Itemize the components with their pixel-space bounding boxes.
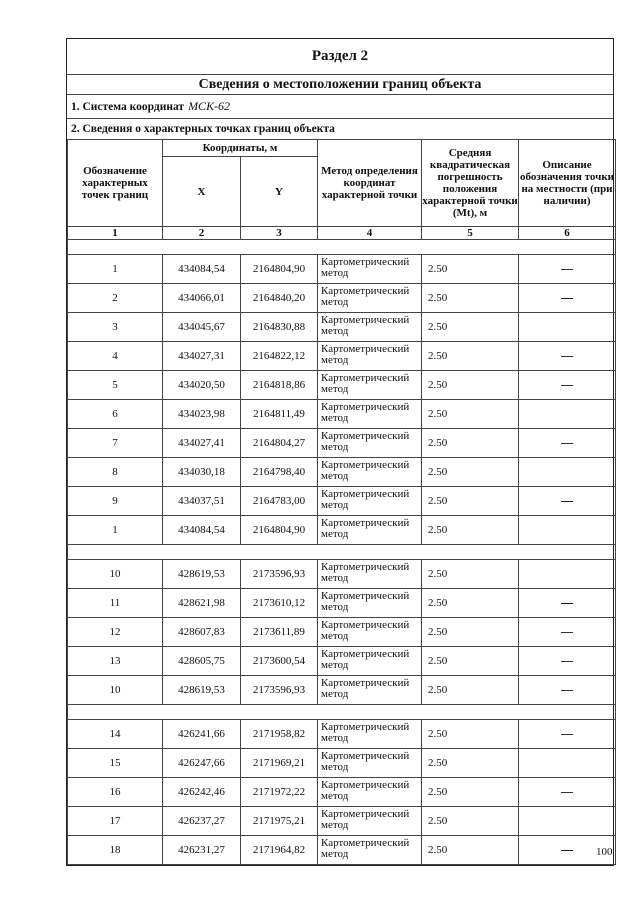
coord-x: 428607,83 — [163, 618, 241, 647]
dash-mark — [561, 443, 573, 444]
accuracy-cell: 2.50 — [422, 255, 519, 284]
dash-mark — [561, 603, 573, 604]
accuracy-cell: 2.50 — [422, 516, 519, 545]
group-separator-row — [68, 545, 616, 560]
header-method: Метод определения координат характерной точки — [318, 140, 422, 227]
coord-x: 434020,50 — [163, 371, 241, 400]
points-header: 2. Сведения о характерных точках границ объекта — [71, 123, 335, 135]
description-cell — [519, 720, 616, 749]
description-cell — [519, 516, 616, 545]
coord-y: 2171964,82 — [241, 836, 318, 865]
description-cell — [519, 676, 616, 705]
description-cell — [519, 429, 616, 458]
coord-x: 434045,67 — [163, 313, 241, 342]
method-cell: Картометрический метод — [318, 560, 422, 589]
table-row — [68, 560, 616, 589]
table-row — [68, 749, 616, 778]
method-cell: Картометрический метод — [318, 807, 422, 836]
group-separator-row — [68, 705, 616, 720]
method-cell: Картометрический метод — [318, 618, 422, 647]
column-number: 5 — [422, 227, 519, 240]
coord-y: 2164822,12 — [241, 342, 318, 371]
coord-y: 2164811,49 — [241, 400, 318, 429]
column-number: 6 — [519, 227, 616, 240]
description-cell — [519, 749, 616, 778]
coord-x: 426247,66 — [163, 749, 241, 778]
coord-x: 426241,66 — [163, 720, 241, 749]
dash-mark — [561, 501, 573, 502]
table-row — [68, 589, 616, 618]
accuracy-cell: 2.50 — [422, 618, 519, 647]
coord-system-row — [67, 95, 613, 119]
coord-x: 428621,98 — [163, 589, 241, 618]
header-accuracy: Средняя квадратическая погрешность положения характерной точки (Mt), м — [422, 140, 519, 227]
dash-mark — [561, 632, 573, 633]
accuracy-cell: 2.50 — [422, 487, 519, 516]
dash-mark — [561, 298, 573, 299]
point-number: 13 — [68, 647, 163, 676]
point-number: 2 — [68, 284, 163, 313]
coord-x: 434023,98 — [163, 400, 241, 429]
header-description: Описание обозначения точки на местности (при наличии) — [519, 140, 616, 227]
table-row — [68, 807, 616, 836]
group-separator — [68, 705, 616, 720]
coord-y: 2173596,93 — [241, 676, 318, 705]
coord-x: 434027,31 — [163, 342, 241, 371]
group-separator — [68, 545, 616, 560]
accuracy-cell: 2.50 — [422, 647, 519, 676]
table-row — [68, 778, 616, 807]
point-number: 5 — [68, 371, 163, 400]
point-number: 18 — [68, 836, 163, 865]
method-cell: Картометрический метод — [318, 371, 422, 400]
method-cell: Картометрический метод — [318, 284, 422, 313]
accuracy-cell: 2.50 — [422, 371, 519, 400]
method-cell: Картометрический метод — [318, 589, 422, 618]
table-row — [68, 371, 616, 400]
section-title: Раздел 2 — [67, 39, 613, 75]
point-number: 1 — [68, 516, 163, 545]
coord-system-value: МСК-62 — [188, 99, 231, 113]
coord-system-label: 1. Система координат — [71, 100, 185, 113]
description-cell — [519, 458, 616, 487]
table-row — [68, 429, 616, 458]
dash-mark — [561, 850, 573, 851]
accuracy-cell: 2.50 — [422, 676, 519, 705]
description-cell — [519, 647, 616, 676]
description-cell — [519, 255, 616, 284]
page-number: 100 — [596, 846, 613, 858]
document-page — [66, 38, 614, 866]
table-row — [68, 487, 616, 516]
point-number: 16 — [68, 778, 163, 807]
table-row — [68, 313, 616, 342]
coord-x: 428605,75 — [163, 647, 241, 676]
table-row — [68, 720, 616, 749]
coord-y: 2171975,21 — [241, 807, 318, 836]
coord-x: 426242,46 — [163, 778, 241, 807]
column-number: 2 — [163, 227, 241, 240]
description-cell — [519, 284, 616, 313]
description-cell — [519, 342, 616, 371]
method-cell: Картометрический метод — [318, 255, 422, 284]
point-number: 14 — [68, 720, 163, 749]
description-cell — [519, 313, 616, 342]
coord-y: 2173610,12 — [241, 589, 318, 618]
coord-x: 426237,27 — [163, 807, 241, 836]
coord-y: 2164804,90 — [241, 255, 318, 284]
accuracy-cell: 2.50 — [422, 778, 519, 807]
coord-x: 434084,54 — [163, 516, 241, 545]
method-cell: Картометрический метод — [318, 749, 422, 778]
table-row — [68, 836, 616, 865]
dash-mark — [561, 734, 573, 735]
point-number: 11 — [68, 589, 163, 618]
point-number: 3 — [68, 313, 163, 342]
column-number: 1 — [68, 227, 163, 240]
method-cell: Картометрический метод — [318, 778, 422, 807]
accuracy-cell: 2.50 — [422, 313, 519, 342]
point-number: 7 — [68, 429, 163, 458]
accuracy-cell: 2.50 — [422, 400, 519, 429]
table-row — [68, 342, 616, 371]
coord-x: 434037,51 — [163, 487, 241, 516]
dash-mark — [561, 792, 573, 793]
description-cell — [519, 400, 616, 429]
table-row — [68, 516, 616, 545]
coord-x: 428619,53 — [163, 560, 241, 589]
accuracy-cell: 2.50 — [422, 342, 519, 371]
section-frame — [66, 38, 614, 866]
description-cell — [519, 618, 616, 647]
dash-mark — [561, 385, 573, 386]
coord-x: 428619,53 — [163, 676, 241, 705]
coord-y: 2164830,88 — [241, 313, 318, 342]
group-separator — [68, 240, 616, 255]
table-row — [68, 676, 616, 705]
description-cell — [519, 589, 616, 618]
point-number: 17 — [68, 807, 163, 836]
method-cell: Картометрический метод — [318, 429, 422, 458]
coord-y: 2164798,40 — [241, 458, 318, 487]
coord-y: 2164804,27 — [241, 429, 318, 458]
column-number: 3 — [241, 227, 318, 240]
coord-x: 434027,41 — [163, 429, 241, 458]
coord-y: 2164840,20 — [241, 284, 318, 313]
coord-y: 2173600,54 — [241, 647, 318, 676]
accuracy-cell: 2.50 — [422, 589, 519, 618]
accuracy-cell: 2.50 — [422, 807, 519, 836]
accuracy-cell: 2.50 — [422, 720, 519, 749]
accuracy-cell: 2.50 — [422, 458, 519, 487]
points-table — [67, 139, 616, 865]
table-row — [68, 458, 616, 487]
method-cell: Картометрический метод — [318, 400, 422, 429]
group-separator-row — [68, 240, 616, 255]
dash-mark — [561, 269, 573, 270]
coord-y: 2171969,21 — [241, 749, 318, 778]
accuracy-cell: 2.50 — [422, 429, 519, 458]
header-designation: Обозначение характерных точек границ — [68, 140, 163, 227]
point-number: 4 — [68, 342, 163, 371]
header-x: X — [163, 157, 241, 227]
coord-y: 2171972,22 — [241, 778, 318, 807]
dash-mark — [561, 661, 573, 662]
coord-x: 434030,18 — [163, 458, 241, 487]
column-numbers-row — [68, 227, 616, 240]
coord-y: 2173596,93 — [241, 560, 318, 589]
method-cell: Картометрический метод — [318, 516, 422, 545]
section-subtitle: Сведения о местоположении границ объекта — [67, 75, 613, 95]
table-row — [68, 400, 616, 429]
point-number: 10 — [68, 560, 163, 589]
description-cell — [519, 807, 616, 836]
coord-y: 2164804,90 — [241, 516, 318, 545]
coord-y: 2164818,86 — [241, 371, 318, 400]
accuracy-cell: 2.50 — [422, 836, 519, 865]
point-number: 10 — [68, 676, 163, 705]
points-table-body — [68, 227, 616, 865]
point-number: 6 — [68, 400, 163, 429]
method-cell: Картометрический метод — [318, 487, 422, 516]
accuracy-cell: 2.50 — [422, 749, 519, 778]
point-number: 15 — [68, 749, 163, 778]
point-number: 12 — [68, 618, 163, 647]
column-number: 4 — [318, 227, 422, 240]
description-cell — [519, 560, 616, 589]
point-number: 9 — [68, 487, 163, 516]
method-cell: Картометрический метод — [318, 313, 422, 342]
method-cell: Картометрический метод — [318, 836, 422, 865]
coord-y: 2171958,82 — [241, 720, 318, 749]
dash-mark — [561, 690, 573, 691]
table-row — [68, 255, 616, 284]
coord-y: 2164783,00 — [241, 487, 318, 516]
header-coordinates: Координаты, м — [163, 140, 318, 157]
method-cell: Картометрический метод — [318, 720, 422, 749]
coord-x: 434084,54 — [163, 255, 241, 284]
method-cell: Картометрический метод — [318, 647, 422, 676]
dash-mark — [561, 356, 573, 357]
point-number: 8 — [68, 458, 163, 487]
description-cell — [519, 371, 616, 400]
method-cell: Картометрический метод — [318, 458, 422, 487]
table-row — [68, 284, 616, 313]
coord-x: 426231,27 — [163, 836, 241, 865]
header-y: Y — [241, 157, 318, 227]
accuracy-cell: 2.50 — [422, 560, 519, 589]
coord-y: 2173611,89 — [241, 618, 318, 647]
coord-x: 434066,01 — [163, 284, 241, 313]
method-cell: Картометрический метод — [318, 342, 422, 371]
table-row — [68, 618, 616, 647]
accuracy-cell: 2.50 — [422, 284, 519, 313]
point-number: 1 — [68, 255, 163, 284]
table-row — [68, 647, 616, 676]
method-cell: Картометрический метод — [318, 676, 422, 705]
description-cell — [519, 487, 616, 516]
description-cell — [519, 778, 616, 807]
